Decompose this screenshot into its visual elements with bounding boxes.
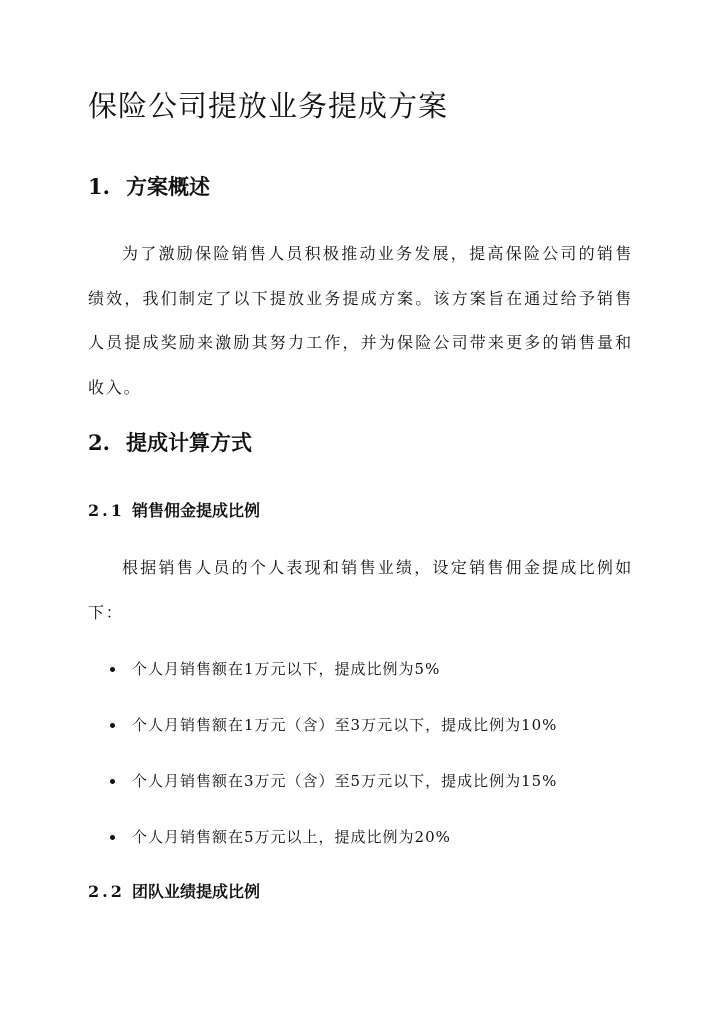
bullet-dot-icon	[110, 723, 115, 728]
section-2-heading	[88, 428, 252, 458]
subsection-2-1-paragraph: 根据销售人员的个人表现和销售业绩，设定销售佣金提成比例如下：	[88, 558, 633, 622]
bullet-dot-icon	[110, 779, 115, 784]
list-item	[110, 826, 451, 848]
subsection-2-2-number: 2.2	[88, 882, 125, 901]
subsection-2-1-number: 2.1	[88, 501, 125, 520]
subsection-2-2-heading	[88, 880, 260, 904]
subsection-2-1-title: 销售佣金提成比例	[132, 501, 261, 520]
section-1-heading	[88, 172, 210, 202]
list-item	[110, 658, 440, 680]
section-1-title: 方案概述	[126, 174, 210, 199]
bullet-dot-icon	[110, 667, 115, 672]
list-item-text: 个人月销售额在3万元（含）至5万元以下，提成比例为15%	[132, 772, 558, 790]
list-item-text: 个人月销售额在1万元（含）至3万元以下，提成比例为10%	[132, 716, 558, 734]
bullet-dot-icon	[110, 835, 115, 840]
list-item	[110, 714, 557, 736]
subsection-2-1-heading	[88, 499, 260, 523]
list-item-text: 个人月销售额在1万元以下，提成比例为5%	[132, 660, 441, 678]
section-1-paragraph: 为了激励保险销售人员积极推动业务发展，提高保险公司的销售绩效，我们制定了以下提放业务提成方案。该方案旨在通过给予销售人员提成奖励来激励其努力工作，并为保险公司带来更多的销售量和收入。	[88, 244, 633, 397]
document-title: 保险公司提放业务提成方案	[88, 89, 449, 123]
list-item-text: 个人月销售额在5万元以上，提成比例为20%	[132, 828, 451, 846]
section-2-title: 提成计算方式	[126, 430, 252, 455]
section-1-number: 1.	[88, 174, 110, 199]
subsection-2-2-title: 团队业绩提成比例	[132, 882, 261, 901]
list-item	[110, 770, 557, 792]
section-2-number: 2.	[88, 430, 110, 455]
